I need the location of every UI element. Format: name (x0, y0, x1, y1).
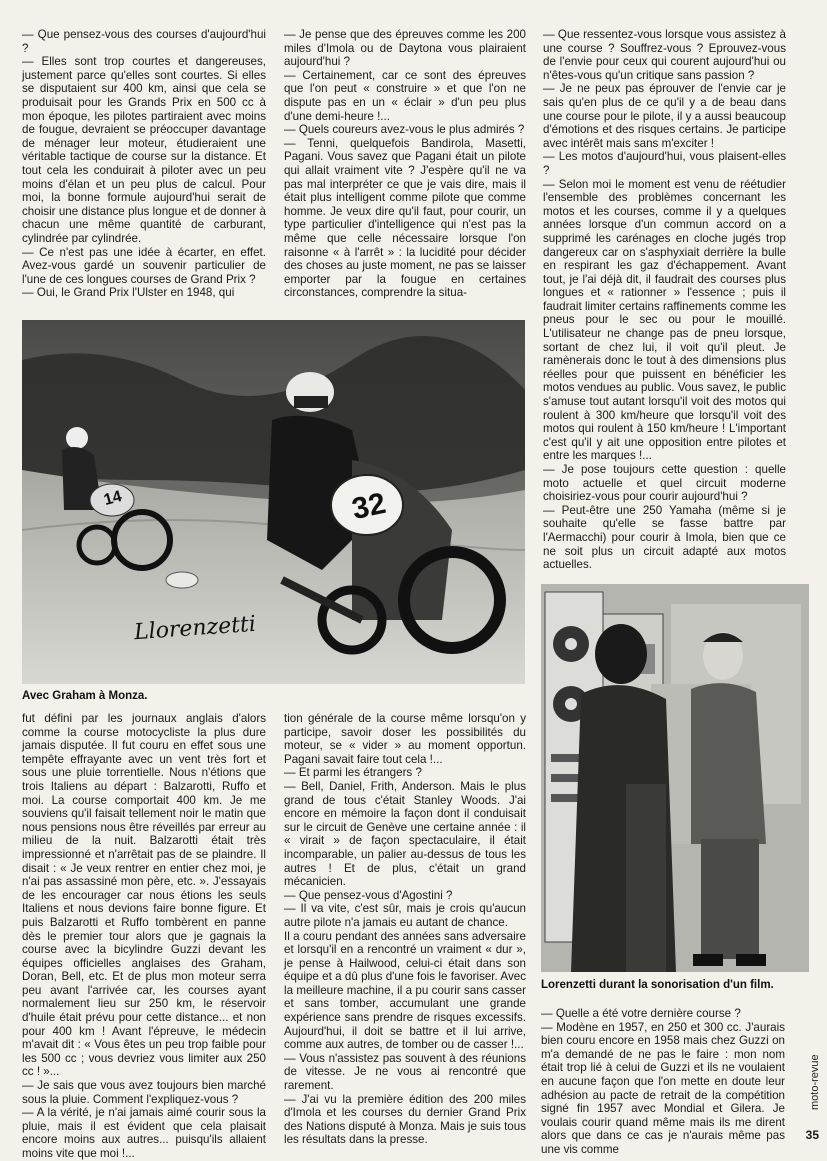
paragraph: — Oui, le Grand Prix l'Ulster en 1948, qui (22, 286, 235, 300)
paragraph: — J'ai vu la première édition des 200 miles d'Imola et les courses du dernier Grand Prix des Nations disputé à Monza. Mais je suis tous les résultats dans la presse. (284, 1092, 526, 1147)
paragraph: — Peut-être une 250 Yamaha (même si je souhaite qu'elle se fasse battre par l'Aermacchi) pour courir à Imola, bien que ce ne soit plus un circuit adapté aux motos actuelles. (543, 503, 786, 572)
paragraph: — Selon moi le moment est venu de réétudier l'ensemble des problèmes concernant les motos et les courses, comme il y a quelques années lorsque d'un commun accord on a supprimé les carénages en cloche jugés trop dangereux car on s'asphyxiait derrière la bulle en respirant les gaz d'échappement. Avant tout, je l'ai déjà dit, il faudrait des courses plus longues et « rationner » l'essence ; puis il faudrait limiter certains raffinements comme les pneus pour le sec ou pour le mouillé. L'utilisateur ne change pas de pneu lorsque, sortant de chez lui, il voit qu'il pleut. Je ramènerais donc le tout à des dimensions plus réelles pour que puissent en bénéficier les motos vendues au public. Vous savez, le public s'amuse tout autant lorsqu'il voit des motos qui roulent à 300 km/heure que lorsqu'il voit des motos qui roulent à 150 km/heure ! L'important c'est qu'il y ait une opposition entre pilotes et entre les marques !... (543, 177, 786, 463)
article-column-2-top (284, 28, 526, 308)
race-plate-rear: 14 (102, 488, 124, 510)
autograph-signature: Llorenzetti (133, 611, 257, 646)
photo-caption-monza: Avec Graham à Monza. (22, 690, 148, 702)
paragraph: — Il va vite, c'est sûr, mais je crois qu'aucun autre pilote n'a jamais eu autant de chance. (284, 902, 526, 929)
paragraph: — Je sais que vous avez toujours bien marché sous la pluie. Comment l'expliquez-vous ? (22, 1079, 266, 1106)
paragraph: — Tenni, quelquefois Bandirola, Masetti, Pagani. Vous savez que Pagani était un pilote qui allait vraiment vite ? J'espère qu'il ne va pas mal interpréter ce que je vais dire, mais il était plus intelligent comme pilote que comme homme. Je veux dire qu'il faut, pour courir, un type particulier d'intelligence qui n'est pas la même que celle nécessaire lorsque l'on raisonne « à l'arrêt » : la lucidité pour décider des choses au juste moment, ne pas se laisser emporter par la fougue en certaines circonstances, comprendre la situa- (284, 136, 526, 300)
paragraph: — Modène en 1957, en 250 et 300 cc. J'aurais bien couru encore en 1958 mais chez Guzzi on m'a demandé de ne pas le faire : mon nom était trop lié à celui de Guzzi et ils ne voulaient en aucune façon que l'on mette en doute leur adhésion au pacte de retrait de la compétition signé fin 1957 avec Mondial et Gilera. Je voulais courir quand même mais ils me dirent alors que dans ce cas je n'aurais même pas une vis comme (541, 1020, 785, 1156)
paragraph: — Bell, Daniel, Frith, Anderson. Mais le plus grand de tous c'était Stanley Woods. J'ai encore en mémoire la façon dont il conduisait sur le circuit de Genève une certaine année : il « virait » de façon spectaculaire, il était incomparable, un palier au-dessus de tous les autres ! Et de plus, c'était un grand mécanicien. (284, 779, 526, 889)
paragraph: — Et parmi les étrangers ? (284, 766, 422, 780)
magazine-name-vertical: moto-revue (809, 1054, 821, 1110)
studio-illustration (541, 584, 809, 972)
paragraph: — Que pensez-vous d'Agostini ? (284, 888, 453, 902)
paragraph: Il a couru pendant des années sans adversaire et lorsqu'il en a rencontré un vraiment « dur », je pense à Hailwood, celui-ci était dans son équipe et a dû plus d'une fois le favoriser. Avec la meilleure machine, il a pu courir sans casser et sans tomber, accumulant une grande expérience sans prendre de risques excessifs. Aujourd'hui, il doit se battre et il lui arrive, comme aux autres, de tomber ou de casser !... (284, 929, 526, 1052)
paragraph: — Quelle a été votre dernière course ? (541, 1007, 741, 1020)
paragraph: — Les motos d'aujourd'hui, vous plaisent-elles ? (543, 150, 786, 177)
paragraph: — Ce n'est pas une idée à écarter, en effet. Avez-vous gardé un souvenir particulier de l'une de ces longues courses de Grand Prix ? (22, 245, 266, 286)
paragraph: — Quels coureurs avez-vous le plus admirés ? (284, 123, 525, 137)
page-number: 35 (805, 1128, 819, 1142)
article-column-3-bottom (541, 1007, 785, 1156)
article-column-1-top (22, 28, 266, 308)
paragraph: — Vous n'assistez pas souvent à des réunions de vitesse. Je ne vous ai rencontré que rarement. (284, 1051, 526, 1093)
photo-sound-studio (541, 584, 809, 972)
photo-caption-studio: Lorenzetti durant la sonorisation d'un film. (541, 979, 774, 991)
paragraph: — Elles sont trop courtes et dangereuses, justement parce qu'elles sont courtes. Si elles se disputaient sur 400 km, ainsi que cela se produisait pour les Grands Prix en 500 cc à mon époque, les pilotes partiraient avec moins de fougue, devraient se préoccuper davantage de ménager leur moteur, étudieraient une véritable tactique de course sur la distance. Et tout cela les conduirait à piloter avec un peu moins d'élan et un peu plus de calcul. Pour moi, la bonne formule aujourd'hui serait de choisir une distance plus longue et de donner à chacun une même quantité de carburant, cylindrée par cylindrée. (22, 55, 266, 245)
paragraph: — Je pose toujours cette question : quelle moto actuelle et quel circuit moderne choisiriez-vous pour courir aujourd'hui ? (543, 463, 786, 504)
article-column-1-bottom (22, 712, 266, 1160)
paragraph: fut défini par les journaux anglais d'alors comme la course motocycliste la plus dure jamais disputée. Il fut couru en effet sous une tempête effrayante avec un vent très fort et sous une pluie torrentielle. Nous n'étions que trois Italiens au départ : Balzarotti, Ruffo et moi. La course comportait 400 km. Je me souviens qu'il faisait tellement noir le matin que nous pensions nous être réveillés par erreur au milieu de la nuit. Balzarotti était très impressionné et n'arrêtait pas de se plaindre. Il disait : « Je veux rentrer en entier chez moi, je n'ai pas assassiné mon père, etc. ». J'essayais de les encourager car nous étions les seuls Italiens et nous devions faire bonne figure. Et puis Balzarotti et Ruffo tombèrent en panne dès le premier tour alors que je gagnais la course avec la bicylindre Guzzi devant les équipes officielles anglaises des Graham, Doran, Bell, etc. Et de plus mon moteur serra peu avant l'arrivée car, les courses ayant normalement lieu sur 250 km, le réservoir d'huile était prévu pour cette distance... et non pour 400 km ! Avant l'épreuve, le médecin m'avait dit : « Vous êtes un peu trop faible pour les 500 cc ; vous devriez vous limiter aux 250 cc ! »... (22, 712, 266, 1079)
paragraph: — Je ne peux pas éprouver de l'envie car je sais qu'en plus de ce qu'il y a de beau dans une course pour le pilote, il y a aussi beaucoup d'émotions et des risques certains. Je participe avec intérêt mais sans m'exciter ! (543, 82, 786, 150)
paragraph: — Que ressentez-vous lorsque vous assistez à une course ? Souffrez-vous ? Eprouvez-vous de l'envie pour ceux qui courent aujourd'hui ou n'êtes-vous qu'un critique sans passion ? (543, 28, 786, 82)
paragraph: — Je pense que des épreuves comme les 200 miles d'Imola ou de Daytona vous plairaient aujourd'hui ? (284, 28, 526, 69)
paragraph: tion générale de la course même lorsqu'on y participe, savoir doser les possibilités du moteur, se « vider » au moment opportun. Pagani savait faire tout cela !... (284, 712, 526, 766)
photo-racing-monza (22, 320, 525, 684)
article-column-3-top (543, 28, 786, 576)
paragraph: — A la vérité, je n'ai jamais aimé courir sous la pluie, mais il est évident que cela plaisait encore moins aux autres... puisqu'ils allaient moins vite que moi !... (22, 1106, 266, 1160)
paragraph: — Que pensez-vous des courses d'aujourd'hui ? (22, 28, 266, 55)
paragraph: — Certainement, car ce sont des épreuves que l'on peut « construire » et que l'on ne dispute pas en un « éclair » d'un peu plus d'une demi-heure !... (284, 68, 526, 123)
article-column-2-bottom (284, 712, 526, 1147)
race-plate-front: 32 (349, 486, 389, 527)
